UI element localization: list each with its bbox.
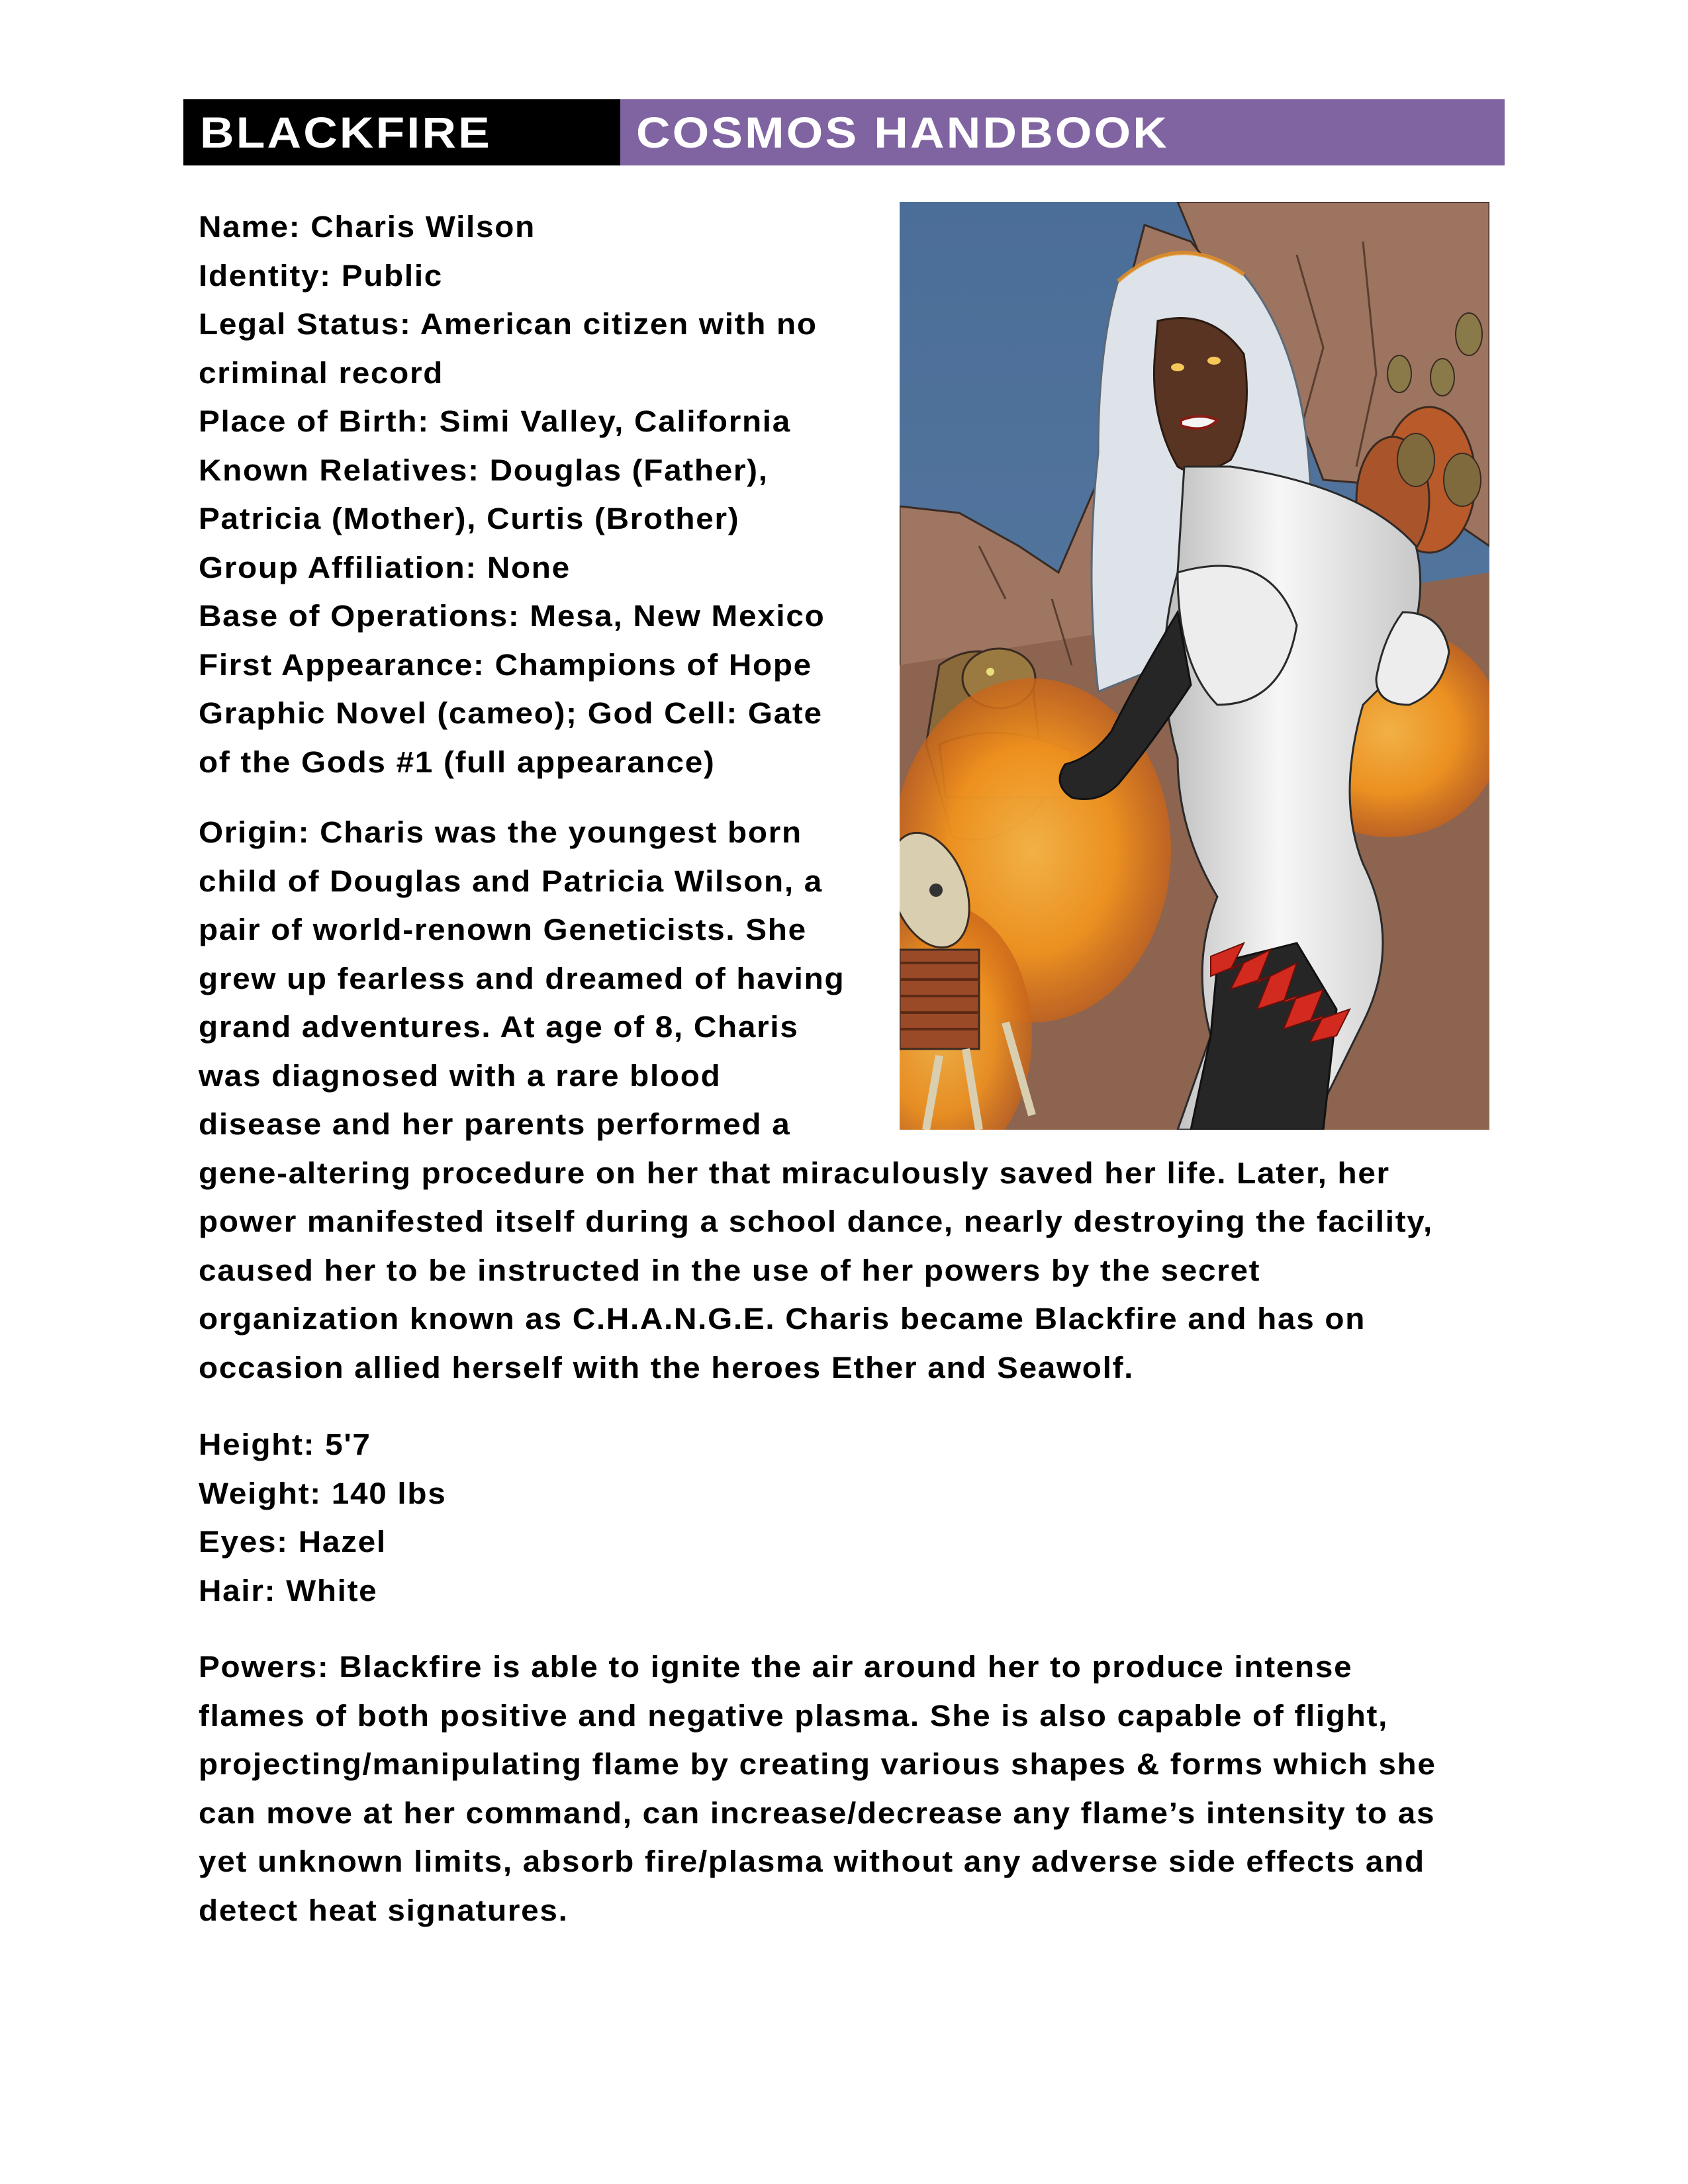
powers-line: can move at her command, can increase/decrease any flame’s intensity to as	[199, 1796, 1436, 1830]
fact-name: Name: Charis Wilson	[199, 210, 536, 244]
powers-line: yet unknown limits, absorb fire/plasma without any adverse side effects and	[199, 1844, 1425, 1878]
origin-line: power manifested itself during a school dance, nearly destroying the facility,	[199, 1205, 1433, 1238]
fact-legal-status-cont: criminal record	[199, 355, 444, 390]
stat-hair: Hair: White	[199, 1573, 378, 1608]
origin-line: child of Douglas and Patricia Wilson, a	[199, 864, 823, 898]
illustration-svg	[900, 202, 1489, 1130]
character-title: BLACKFIRE	[200, 108, 492, 157]
fact-known-relatives-cont: Patricia (Mother), Curtis (Brother)	[199, 502, 740, 535]
header-name-block	[183, 99, 620, 165]
fact-base-of-operations: Base of Operations: Mesa, New Mexico	[199, 599, 825, 633]
origin-line: organization known as C.H.A.N.G.E. Charis became Blackfire and has on	[199, 1302, 1366, 1336]
fact-group-affiliation: Group Affiliation: None	[199, 550, 571, 584]
stat-weight: Weight: 140 lbs	[199, 1476, 447, 1510]
origin-line: gene-altering procedure on her that miraculously saved her life. Later, her	[199, 1156, 1390, 1190]
fact-first-appearance-cont: of the Gods #1 (full appearance)	[199, 745, 716, 779]
origin-line: Origin: Charis was the youngest born	[199, 815, 802, 849]
face	[1154, 318, 1246, 472]
publication-title: COSMOS HANDBOOK	[636, 108, 1169, 157]
origin-line: caused her to be instructed in the use of her powers by the secret	[199, 1253, 1261, 1287]
fact-known-relatives: Known Relatives: Douglas (Father),	[199, 453, 769, 487]
stat-height: Height: 5'7	[199, 1428, 371, 1461]
origin-line: grand adventures. At age of 8, Charis	[199, 1010, 799, 1044]
origin-line: was diagnosed with a rare blood	[199, 1058, 722, 1093]
origin-line: pair of world-renown Geneticists. She	[199, 913, 807, 946]
fact-identity: Identity: Public	[199, 258, 444, 293]
header-bar	[183, 99, 1505, 165]
powers-line: Powers: Blackfire is able to ignite the air around her to produce intense	[199, 1650, 1353, 1684]
stat-eyes: Eyes: Hazel	[199, 1525, 387, 1559]
character-illustration	[900, 202, 1489, 1130]
fact-first-appearance-cont: Graphic Novel (cameo); God Cell: Gate	[199, 696, 823, 730]
character-facts	[199, 203, 825, 786]
eye-glow-left	[1171, 363, 1184, 371]
eye-glow-right	[1207, 357, 1221, 365]
powers-paragraph	[199, 1643, 1436, 1934]
fact-legal-status: Legal Status: American citizen with no	[199, 307, 818, 341]
powers-line: flames of both positive and negative plasma. She is also capable of flight,	[199, 1698, 1389, 1733]
powers-line: projecting/manipulating flame by creating various shapes & forms which she	[199, 1747, 1436, 1781]
fact-first-appearance: First Appearance: Champions of Hope	[199, 647, 812, 682]
powers-line: detect heat signatures.	[199, 1893, 569, 1927]
origin-line: occasion allied herself with the heroes Ether and Seawolf.	[199, 1350, 1135, 1385]
fact-place-of-birth: Place of Birth: Simi Valley, California	[199, 404, 791, 438]
origin-line: grew up fearless and dreamed of having	[199, 961, 845, 995]
physical-stats	[199, 1420, 446, 1615]
origin-line: disease and her parents performed a	[199, 1107, 791, 1141]
header-publication-block	[620, 99, 1505, 165]
